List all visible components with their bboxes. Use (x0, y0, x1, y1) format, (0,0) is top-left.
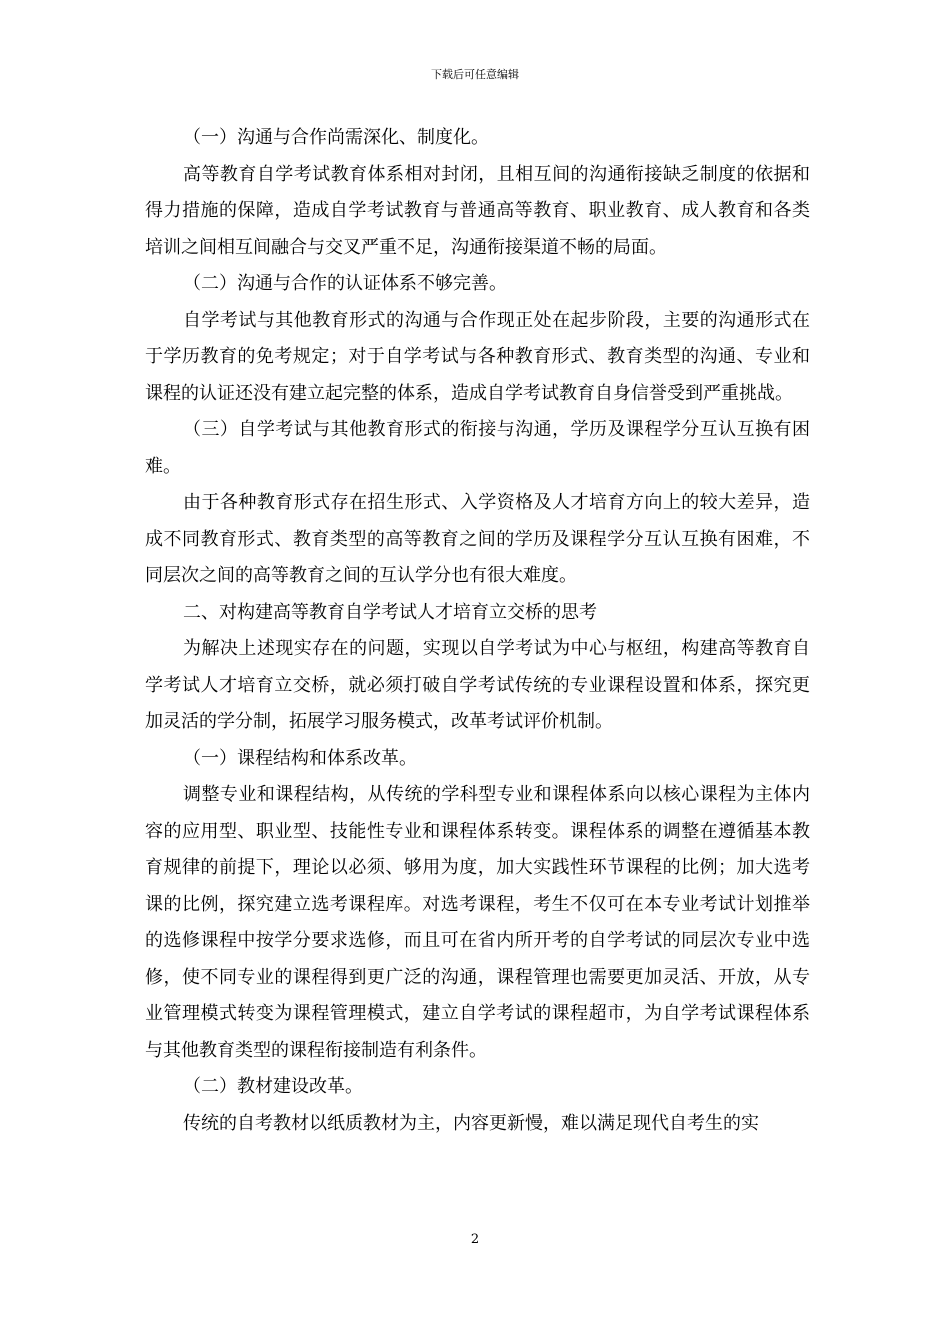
document-body (145, 120, 810, 1142)
body-paragraph: 由于各种教育形式存在招生形式、入学资格及人才培育方向上的较大差异，造成不同教育形式、教育类型的高等教育之间的学历及课程学分互认互换有困难，不同层次之间的高等教育之间的互认学分也有很大难度。 (145, 492, 810, 586)
body-paragraph: 为解决上述现实存在的问题，实现以自学考试为中心与枢纽，构建高等教育自学考试人才培育立交桥，就必须打破自学考试传统的专业课程设置和体系，探究更加灵活的学分制，拓展学习服务模式，改革考试评价机制。 (145, 638, 810, 732)
body-paragraph: 自学考试与其他教育形式的沟通与合作现正处在起步阶段，主要的沟通形式在于学历教育的免考规定；对于自学考试与各种教育形式、教育类型的沟通、专业和课程的认证还没有建立起完整的体系，造成自学考试教育自身信誉受到严重挑战。 (145, 309, 810, 404)
section-heading: （三）自学考试与其他教育形式的衔接与沟通，学历及课程学分互认互换有困难。 (145, 419, 810, 477)
body-paragraph: 调整专业和课程结构，从传统的学科型专业和课程体系向以核心课程为主体内容的应用型、职业型、技能性专业和课程体系转变。课程体系的调整在遵循基本教育规律的前提下，理论以必须、够用为度，加大实践性环节课程的比例；加大选考课的比例，探究建立选考课程库。对选考课程，考生不仅可在本专业考试计划推举的选修课程中按学分要求选修，而且可在省内所开考的自学考试的同层次专业中选修，使不同专业的课程得到更广泛的沟通，课程管理也需要更加灵活、开放，从专业管理模式转变为课程管理模式，建立自学考试的课程超市，为自学考试课程体系与其他教育类型的课程衔接制造有利条件。 (145, 784, 810, 1061)
section-heading: 二、对构建高等教育自学考试人才培育立交桥的思考 (183, 601, 597, 623)
section-heading: （二）教材建设改革。 (183, 1076, 363, 1097)
body-paragraph: 高等教育自学考试教育体系相对封闭，且相互间的沟通衔接缺乏制度的依据和得力措施的保障，造成自学考试教育与普通高等教育、职业教育、成人教育和各类培训之间相互间融合与交叉严重不足，沟通衔接渠道不畅的局面。 (145, 163, 810, 258)
page-number: 2 (470, 1232, 480, 1247)
section-heading: （二）沟通与合作的认证体系不够完善。 (183, 273, 507, 294)
section-heading: （一）课程结构和体系改革。 (183, 747, 417, 769)
section-heading: （一）沟通与合作尚需深化、制度化。 (183, 127, 489, 148)
header-note: 下载后可任意编辑 (431, 68, 519, 81)
body-paragraph: 传统的自考教材以纸质教材为主，内容更新慢，难以满足现代自考生的实 (183, 1112, 759, 1134)
